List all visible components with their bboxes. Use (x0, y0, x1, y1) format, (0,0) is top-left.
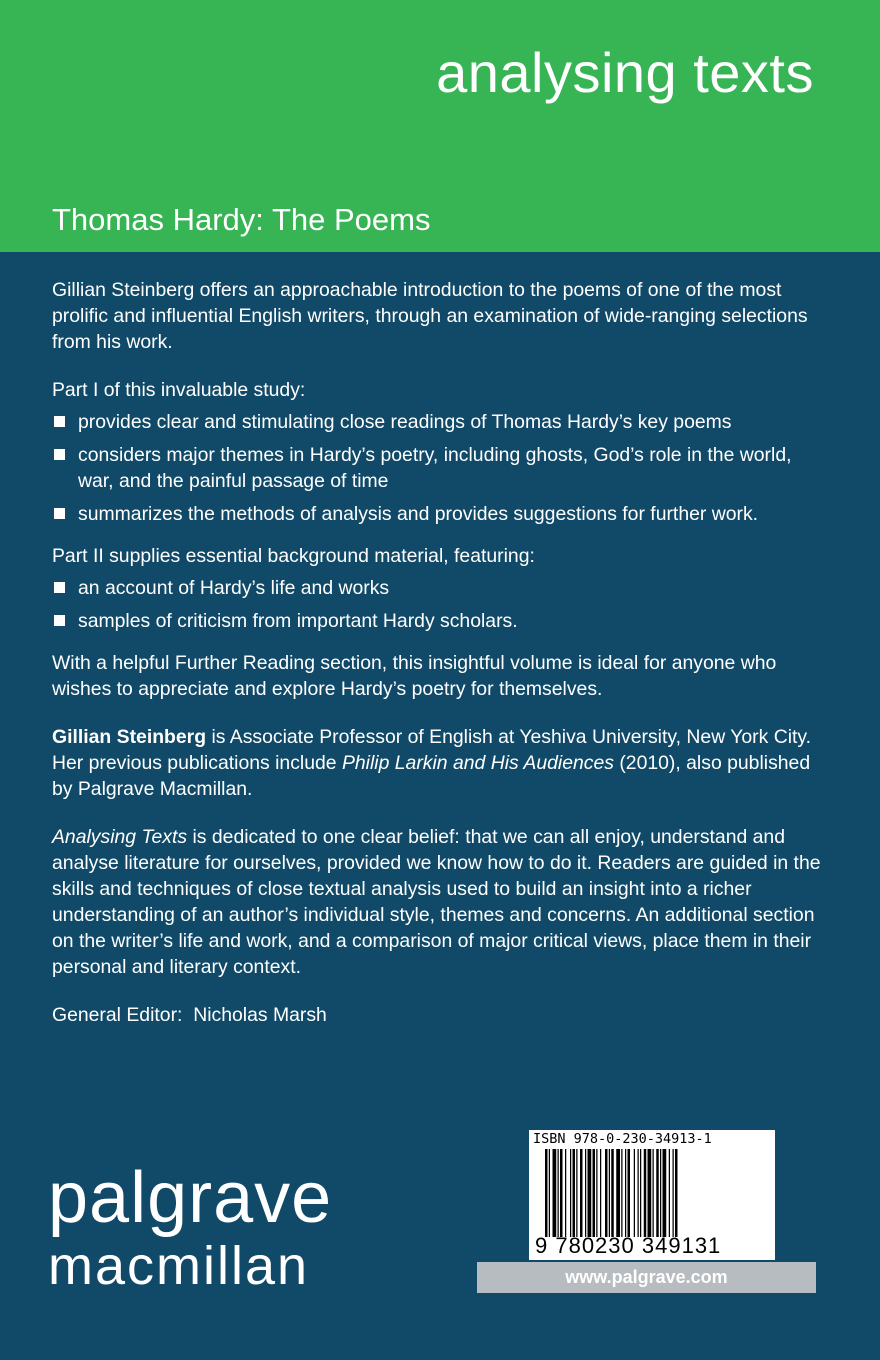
barcode-bar (605, 1149, 608, 1237)
barcode-bar (640, 1149, 641, 1237)
barcode-bar (588, 1149, 592, 1237)
barcode-bar (611, 1149, 614, 1237)
bullet-square-icon (54, 449, 65, 460)
barcode-bar (600, 1149, 601, 1237)
series-name: Analysing Texts (52, 826, 188, 848)
barcode-bar (580, 1149, 583, 1237)
barcode-bar (570, 1149, 571, 1237)
barcode-bar (653, 1149, 654, 1237)
series-title: analysing texts (436, 41, 814, 104)
barcode-bar (644, 1149, 647, 1237)
book-title: Thomas Hardy: The Poems (52, 202, 431, 237)
part1-list (52, 409, 832, 527)
publisher-logo (48, 1160, 332, 1296)
barcode-bar (560, 1149, 563, 1237)
isbn-barcode (529, 1130, 775, 1260)
part2-list (52, 575, 832, 634)
intro-paragraph: Gillian Steinberg offers an approachable introduction to the poems of one of the most prolific and influential English writers, through an examination of wide-ranging selections from his work. (52, 279, 808, 353)
list-item-text: considers major themes in Hardy’s poetry, including ghosts, God’s role in the world, war, and the painful passage of time (78, 444, 792, 492)
list-item (52, 409, 832, 435)
barcode-bar (585, 1149, 586, 1237)
back-cover-blurb (52, 277, 832, 1028)
logo-line-palgrave: palgrave (48, 1158, 333, 1238)
barcode-bar (549, 1149, 550, 1237)
series-header-band (0, 0, 880, 252)
publisher-website: www.palgrave.com (477, 1262, 816, 1293)
barcode-bar (593, 1149, 596, 1237)
barcode-bar (660, 1149, 661, 1237)
bullet-square-icon (54, 615, 65, 626)
list-item-text: samples of criticism from important Hardy scholars. (78, 610, 518, 632)
barcode-bar (628, 1149, 631, 1237)
author-bio-text-a: is Associate Professor of English at Yeshiva University, New York City. Her previous publications include (52, 726, 812, 774)
list-item-text: summarizes the methods of analysis and provides suggestions for further work. (78, 503, 759, 525)
barcode-bars (545, 1149, 771, 1237)
barcode-bar (576, 1149, 577, 1237)
list-item (52, 608, 832, 634)
barcode-bar (625, 1149, 626, 1237)
bullet-square-icon (54, 416, 65, 427)
barcode-bar (638, 1149, 639, 1237)
barcode-bar (609, 1149, 610, 1237)
barcode-bar (675, 1149, 678, 1237)
barcode-bar (656, 1149, 659, 1237)
isbn-label: ISBN 978-0-230-34913-1 (533, 1131, 712, 1147)
barcode-bar (558, 1149, 559, 1237)
series-description-text: is dedicated to one clear belief: that we can all enjoy, understand and analyse literature for ourselves, provided we know how to do it. Readers are guided in the skills and techniques of close textual analysis used to build an insight into a richer understanding of an author’s individual style, themes and concerns. An additional section on the writer’s life and work, and a comparison of major critical views, place them in their personal and literary context. (52, 826, 821, 978)
author-bio (52, 724, 832, 802)
part1-intro: Part I of this invaluable study: (52, 379, 306, 401)
logo-line-macmillan: macmillan (48, 1236, 310, 1296)
barcode-bar (634, 1149, 635, 1237)
list-item-text: provides clear and stimulating close readings of Thomas Hardy’s key poems (78, 411, 732, 433)
bullet-square-icon (54, 508, 65, 519)
author-name: Gillian Steinberg (52, 726, 207, 748)
barcode-bar (616, 1149, 620, 1237)
list-item (52, 501, 832, 527)
barcode-bar (648, 1149, 652, 1237)
part2-intro: Part II supplies essential background material, featuring: (52, 545, 535, 567)
barcode-bar (669, 1149, 670, 1237)
series-description (52, 824, 832, 980)
barcode-bar (596, 1149, 597, 1237)
author-bio-text-b: (2010), also published by Palgrave Macmillan. (52, 752, 811, 800)
barcode-bar (673, 1149, 674, 1237)
barcode-bar (621, 1149, 622, 1237)
author-book-title: Philip Larkin and His Audiences (341, 752, 614, 774)
general-editor: General Editor: Nicholas Marsh (52, 1004, 327, 1026)
barcode-bar (553, 1149, 557, 1237)
barcode-bar (663, 1149, 667, 1237)
list-item (52, 442, 832, 494)
barcode-bar (545, 1149, 548, 1237)
list-item (52, 575, 832, 601)
barcode-bar (573, 1149, 576, 1237)
barcode-bar (565, 1149, 566, 1237)
list-item-text: an account of Hardy’s life and works (78, 577, 390, 599)
barcode-digits: 9 780230 349131 (535, 1233, 722, 1258)
further-reading-paragraph: With a helpful Further Reading section, this insightful volume is ideal for anyone who wishes to appreciate and explore Hardy’s poetry for themselves. (52, 652, 777, 700)
bullet-square-icon (54, 582, 65, 593)
